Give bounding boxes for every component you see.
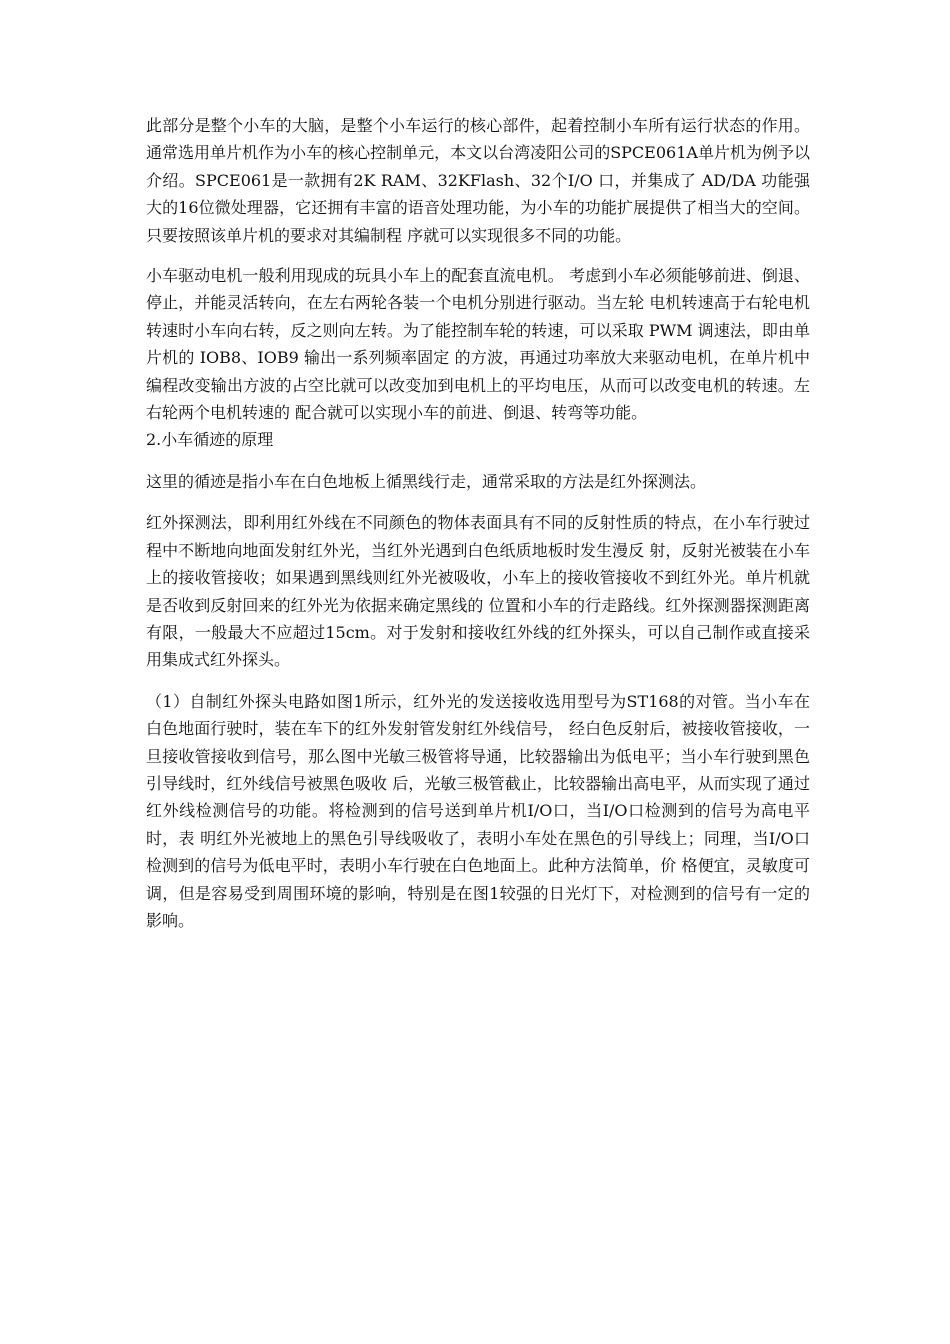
paragraph-infrared-method: 红外探测法，即利用红外线在不同颜色的物体表面具有不同的反射性质的特点，在小车行驶过程中不断地向地面发射红外光，当红外光遇到白色纸质地板时发生漫反 射，反射光被装在小车上的接收管接收；如果遇到黑线则红外光被吸收，小车上的接收管接收不到红外光。单片机就是否收到反射回来的红外光为依据来确定黑线的 位置和小车的行走路线。红外探测器探测距离有限，一般最大不应超过15cm。对于发射和接收红外线的红外探头，可以自己制作或直接采用集成式红外探头。 — [146, 513, 810, 670]
document-page — [146, 112, 810, 934]
section-heading: 2.小车循迹的原理 — [146, 430, 274, 450]
paragraph-control-unit: 此部分是整个小车的大脑，是整个小车运行的核心部件，起着控制小车所有运行状态的作用。通常选用单片机作为小车的核心控制单元，本文以台湾凌阳公司的SPCE061A单片机为例予以介绍。SPCE061是一款拥有2K RAM、32KFlash、32个I/O 口，并集成了 AD/DA 功能强大的16位微处理器，它还拥有丰富的语音处理功能，为小车的功能扩展提供了相当大的空间。 只要按照该单片机的要求对其编制程 序就可以实现很多不同的功能。 — [146, 116, 810, 245]
paragraph-drive-motor: 小车驱动电机一般利用现成的玩具小车上的配套直流电机。 考虑到小车必须能够前进、倒退、停止，并能灵活转向，在左右两轮各装一个电机分别进行驱动。当左轮 电机转速高于右轮电机转速时小车向右转，反之则向左转。为了能控制车轮的转速，可以采取 PWM 调速法，即由单片机的 IOB8、IOB9 输出一系列频率固定 的方波，再通过功率放大来驱动电机，在单片机中编程改变输出方波的占空比就可以改变加到电机上的平均电压，从而可以改变电机的转速。左右轮两个电机转速的 配合就可以实现小车的前进、倒退、转弯等功能。 — [146, 266, 810, 423]
paragraph-tracking-definition: 这里的循迹是指小车在白色地板上循黑线行走，通常采取的方法是红外探测法。 — [146, 471, 707, 491]
paragraph-infrared-circuit: （1）自制红外探头电路如图1所示，红外光的发送接收选用型号为ST168的对管。当小车在白色地面行驶时，装在车下的红外发射管发射红外线信号， 经白色反射后，被接收管接收，一旦接收管接收到信号，那么图中光敏三极管将导通，比较器输出为低电平；当小车行驶到黑色引导线时，红外线信号被黑色吸收 后，光敏三极管截止，比较器输出高电平，从而实现了通过红外线检测信号的功能。将检测到的信号送到单片机I/O口，当I/O口检测到的信号为高电平时，表 明红外光被地上的黑色引导线吸收了，表明小车处在黑色的引导线上；同理，当I/O口检测到的信号为低电平时，表明小车行驶在白色地面上。此种方法简单，价 格便宜，灵敏度可调，但是容易受到周围环境的影响，特别是在图1较强的日光灯下，对检测到的信号有一定的影响。 — [146, 691, 810, 930]
